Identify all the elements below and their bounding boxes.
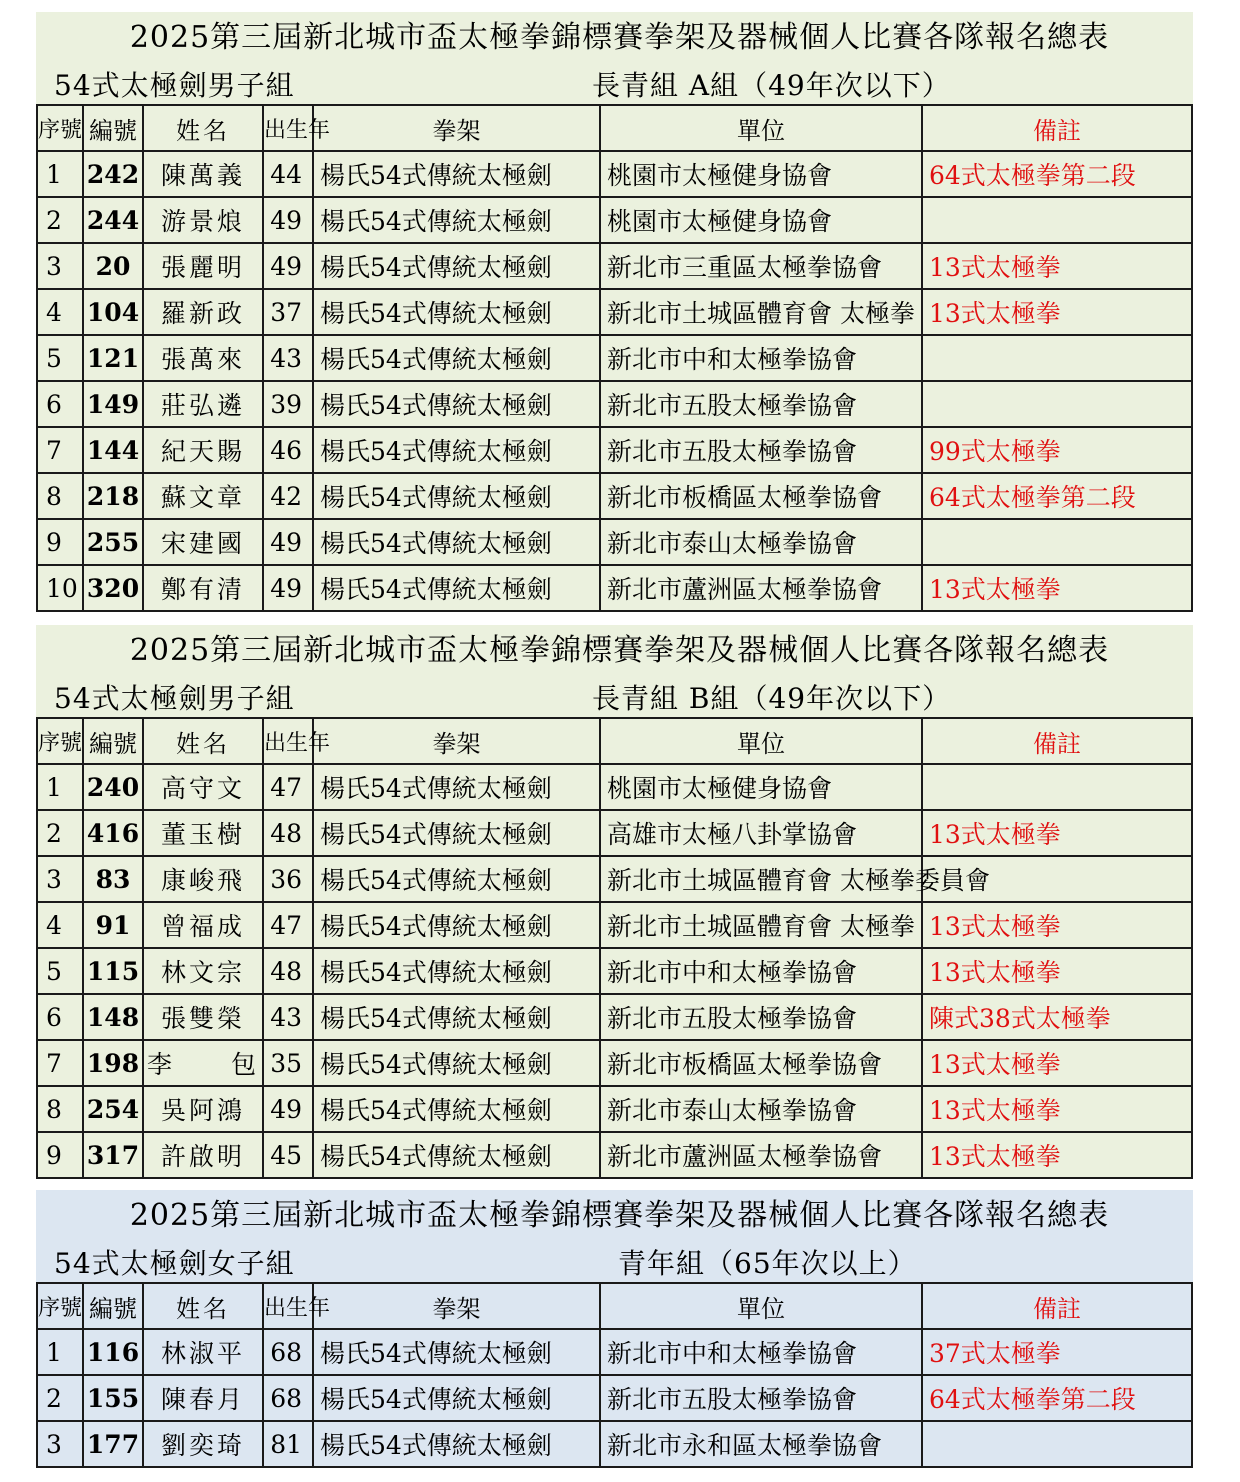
note-cell bbox=[922, 381, 1192, 427]
seq-cell: 3 bbox=[37, 1421, 83, 1467]
number-cell: 198 bbox=[83, 1040, 143, 1086]
name-cell: 莊弘遴 bbox=[143, 381, 263, 427]
seq-cell: 1 bbox=[37, 1329, 83, 1375]
birth-year-cell: 49 bbox=[263, 519, 313, 565]
note-cell: 37式太極拳 bbox=[922, 1329, 1192, 1375]
column-header-unit: 單位 bbox=[600, 105, 922, 151]
seq-cell: 6 bbox=[37, 994, 83, 1040]
column-header-note: 備註 bbox=[922, 1283, 1192, 1329]
unit-cell: 新北市中和太極拳協會 bbox=[600, 335, 922, 381]
number-cell: 240 bbox=[83, 764, 143, 810]
name-cell: 宋建國 bbox=[143, 519, 263, 565]
table-row bbox=[37, 335, 1192, 381]
column-header-note: 備註 bbox=[922, 718, 1192, 764]
column-header-seq: 序號 bbox=[37, 105, 83, 151]
column-header-seq: 序號 bbox=[37, 1283, 83, 1329]
seq-cell: 1 bbox=[37, 151, 83, 197]
number-cell: 255 bbox=[83, 519, 143, 565]
name-cell: 吳阿鴻 bbox=[143, 1086, 263, 1132]
form-cell: 楊氏54式傳統太極劍 bbox=[313, 1421, 600, 1467]
table-row bbox=[37, 764, 1192, 810]
group-label: 青年組（65年次以上） bbox=[618, 1247, 917, 1280]
table-header-row bbox=[37, 718, 1192, 764]
seq-cell: 5 bbox=[37, 948, 83, 994]
section-b bbox=[36, 625, 1193, 1179]
name-cell: 董玉樹 bbox=[143, 810, 263, 856]
name-cell: 林淑平 bbox=[143, 1329, 263, 1375]
birth-year-cell: 43 bbox=[263, 335, 313, 381]
form-cell: 楊氏54式傳統太極劍 bbox=[313, 197, 600, 243]
form-cell: 楊氏54式傳統太極劍 bbox=[313, 427, 600, 473]
category-label: 54式太極劍男子組 bbox=[54, 69, 295, 102]
name-cell: 曾福成 bbox=[143, 902, 263, 948]
table-row bbox=[37, 151, 1192, 197]
seq-cell: 2 bbox=[37, 810, 83, 856]
unit-cell: 新北市中和太極拳協會 bbox=[600, 948, 922, 994]
birth-year-cell: 49 bbox=[263, 243, 313, 289]
note-cell bbox=[922, 519, 1192, 565]
note-cell bbox=[922, 197, 1192, 243]
column-header-form: 拳架 bbox=[313, 718, 600, 764]
name-cell: 張萬來 bbox=[143, 335, 263, 381]
seq-cell: 4 bbox=[37, 902, 83, 948]
name-cell: 張麗明 bbox=[143, 243, 263, 289]
birth-year-cell: 48 bbox=[263, 948, 313, 994]
number-cell: 91 bbox=[83, 902, 143, 948]
birth-year-cell: 42 bbox=[263, 473, 313, 519]
category-label: 54式太極劍男子組 bbox=[54, 682, 295, 715]
table-header-row bbox=[37, 105, 1192, 151]
form-cell: 楊氏54式傳統太極劍 bbox=[313, 1086, 600, 1132]
name-cell: 許啟明 bbox=[143, 1132, 263, 1178]
note-cell: 13式太極拳 bbox=[922, 565, 1192, 611]
form-cell: 楊氏54式傳統太極劍 bbox=[313, 856, 600, 902]
table-row bbox=[37, 1132, 1192, 1178]
birth-year-cell: 35 bbox=[263, 1040, 313, 1086]
number-cell: 242 bbox=[83, 151, 143, 197]
column-header-unit: 單位 bbox=[600, 1283, 922, 1329]
note-cell: 13式太極拳 bbox=[922, 810, 1192, 856]
note-cell: 64式太極拳第二段 bbox=[922, 473, 1192, 519]
table-row bbox=[37, 948, 1192, 994]
unit-cell: 新北市五股太極拳協會 bbox=[600, 1375, 922, 1421]
subtitle-line bbox=[36, 1238, 1193, 1282]
table-row bbox=[37, 565, 1192, 611]
seq-cell: 10 bbox=[37, 565, 83, 611]
unit-cell: 新北市五股太極拳協會 bbox=[600, 381, 922, 427]
note-cell bbox=[922, 1421, 1192, 1467]
form-cell: 楊氏54式傳統太極劍 bbox=[313, 810, 600, 856]
form-cell: 楊氏54式傳統太極劍 bbox=[313, 1375, 600, 1421]
unit-cell: 桃園市太極健身協會 bbox=[600, 151, 922, 197]
unit-cell: 新北市土城區體育會 太極拳 bbox=[600, 902, 922, 948]
seq-cell: 7 bbox=[37, 427, 83, 473]
note-cell: 64式太極拳第二段 bbox=[922, 151, 1192, 197]
birth-year-cell: 37 bbox=[263, 289, 313, 335]
unit-cell: 新北市蘆洲區太極拳協會 bbox=[600, 1132, 922, 1178]
column-header-form: 拳架 bbox=[313, 1283, 600, 1329]
table-row bbox=[37, 427, 1192, 473]
unit-cell: 新北市五股太極拳協會 bbox=[600, 427, 922, 473]
seq-cell: 8 bbox=[37, 1086, 83, 1132]
sheet-title: 2025第三屆新北城市盃太極拳錦標賽拳架及器械個人比賽各隊報名總表 bbox=[129, 20, 1110, 55]
note-cell: 13式太極拳 bbox=[922, 902, 1192, 948]
table-row bbox=[37, 1421, 1192, 1467]
seq-cell: 5 bbox=[37, 335, 83, 381]
number-cell: 155 bbox=[83, 1375, 143, 1421]
table-row bbox=[37, 856, 1192, 902]
column-header-note: 備註 bbox=[922, 105, 1192, 151]
number-cell: 320 bbox=[83, 565, 143, 611]
sheet-title: 2025第三屆新北城市盃太極拳錦標賽拳架及器械個人比賽各隊報名總表 bbox=[129, 633, 1110, 668]
form-cell: 楊氏54式傳統太極劍 bbox=[313, 243, 600, 289]
column-header-num: 編號 bbox=[83, 105, 143, 151]
birth-year-cell: 47 bbox=[263, 764, 313, 810]
number-cell: 116 bbox=[83, 1329, 143, 1375]
birth-year-cell: 46 bbox=[263, 427, 313, 473]
birth-year-cell: 49 bbox=[263, 1086, 313, 1132]
birth-year-cell: 47 bbox=[263, 902, 313, 948]
note-cell: 13式太極拳 bbox=[922, 1132, 1192, 1178]
note-cell: 13式太極拳 bbox=[922, 1040, 1192, 1086]
seq-cell: 2 bbox=[37, 197, 83, 243]
name-cell: 李 包 bbox=[143, 1040, 263, 1086]
table-row bbox=[37, 197, 1192, 243]
form-cell: 楊氏54式傳統太極劍 bbox=[313, 902, 600, 948]
name-cell: 蘇文章 bbox=[143, 473, 263, 519]
form-cell: 楊氏54式傳統太極劍 bbox=[313, 948, 600, 994]
seq-cell: 9 bbox=[37, 1132, 83, 1178]
name-cell: 陳春月 bbox=[143, 1375, 263, 1421]
number-cell: 244 bbox=[83, 197, 143, 243]
birth-year-cell: 36 bbox=[263, 856, 313, 902]
name-cell: 紀天賜 bbox=[143, 427, 263, 473]
seq-cell: 3 bbox=[37, 856, 83, 902]
unit-cell: 新北市中和太極拳協會 bbox=[600, 1329, 922, 1375]
table-row bbox=[37, 289, 1192, 335]
form-cell: 楊氏54式傳統太極劍 bbox=[313, 381, 600, 427]
name-cell: 劉奕琦 bbox=[143, 1421, 263, 1467]
number-cell: 416 bbox=[83, 810, 143, 856]
column-header-num: 編號 bbox=[83, 718, 143, 764]
entry-table bbox=[36, 717, 1193, 1179]
number-cell: 144 bbox=[83, 427, 143, 473]
form-cell: 楊氏54式傳統太極劍 bbox=[313, 1132, 600, 1178]
section-a bbox=[36, 12, 1193, 612]
column-header-name: 姓名 bbox=[143, 718, 263, 764]
note-cell bbox=[922, 764, 1192, 810]
name-cell: 林文宗 bbox=[143, 948, 263, 994]
unit-cell: 新北市土城區體育會 太極拳 bbox=[600, 289, 922, 335]
number-cell: 148 bbox=[83, 994, 143, 1040]
subtitle-line bbox=[36, 673, 1193, 717]
number-cell: 218 bbox=[83, 473, 143, 519]
name-cell: 羅新政 bbox=[143, 289, 263, 335]
unit-cell: 新北市板橋區太極拳協會 bbox=[600, 473, 922, 519]
unit-cell: 新北市泰山太極拳協會 bbox=[600, 1086, 922, 1132]
name-cell: 鄭有清 bbox=[143, 565, 263, 611]
name-cell: 張雙榮 bbox=[143, 994, 263, 1040]
birth-year-cell: 49 bbox=[263, 197, 313, 243]
section-women bbox=[36, 1190, 1193, 1468]
seq-cell: 3 bbox=[37, 243, 83, 289]
unit-cell: 新北市板橋區太極拳協會 bbox=[600, 1040, 922, 1086]
number-cell: 149 bbox=[83, 381, 143, 427]
note-cell: 99式太極拳 bbox=[922, 427, 1192, 473]
form-cell: 楊氏54式傳統太極劍 bbox=[313, 1040, 600, 1086]
number-cell: 20 bbox=[83, 243, 143, 289]
column-header-seq: 序號 bbox=[37, 718, 83, 764]
table-row bbox=[37, 810, 1192, 856]
number-cell: 83 bbox=[83, 856, 143, 902]
entry-table bbox=[36, 104, 1193, 612]
section-header bbox=[36, 625, 1193, 717]
subtitle-line bbox=[36, 60, 1193, 104]
seq-cell: 2 bbox=[37, 1375, 83, 1421]
unit-cell: 新北市三重區太極拳協會 bbox=[600, 243, 922, 289]
seq-cell: 7 bbox=[37, 1040, 83, 1086]
note-cell bbox=[922, 335, 1192, 381]
seq-cell: 1 bbox=[37, 764, 83, 810]
column-header-unit: 單位 bbox=[600, 718, 922, 764]
birth-year-cell: 48 bbox=[263, 810, 313, 856]
column-header-birth: 出生年 bbox=[263, 105, 313, 151]
birth-year-cell: 43 bbox=[263, 994, 313, 1040]
seq-cell: 6 bbox=[37, 381, 83, 427]
form-cell: 楊氏54式傳統太極劍 bbox=[313, 764, 600, 810]
birth-year-cell: 45 bbox=[263, 1132, 313, 1178]
number-cell: 317 bbox=[83, 1132, 143, 1178]
table-header-row bbox=[37, 1283, 1192, 1329]
unit-cell: 新北市土城區體育會 太極拳委員會 bbox=[600, 856, 922, 902]
unit-cell: 桃園市太極健身協會 bbox=[600, 764, 922, 810]
unit-cell: 新北市永和區太極拳協會 bbox=[600, 1421, 922, 1467]
group-label: 長青組 A組（49年次以下） bbox=[592, 69, 951, 102]
column-header-name: 姓名 bbox=[143, 1283, 263, 1329]
note-cell: 13式太極拳 bbox=[922, 243, 1192, 289]
table-row bbox=[37, 519, 1192, 565]
name-cell: 陳萬義 bbox=[143, 151, 263, 197]
birth-year-cell: 68 bbox=[263, 1329, 313, 1375]
unit-cell: 新北市五股太極拳協會 bbox=[600, 994, 922, 1040]
number-cell: 254 bbox=[83, 1086, 143, 1132]
form-cell: 楊氏54式傳統太極劍 bbox=[313, 335, 600, 381]
category-label: 54式太極劍女子組 bbox=[54, 1247, 295, 1280]
form-cell: 楊氏54式傳統太極劍 bbox=[313, 473, 600, 519]
note-cell: 13式太極拳 bbox=[922, 289, 1192, 335]
group-label: 長青組 B組（49年次以下） bbox=[592, 682, 952, 715]
table-row bbox=[37, 243, 1192, 289]
form-cell: 楊氏54式傳統太極劍 bbox=[313, 565, 600, 611]
unit-cell: 新北市泰山太極拳協會 bbox=[600, 519, 922, 565]
sheet-title: 2025第三屆新北城市盃太極拳錦標賽拳架及器械個人比賽各隊報名總表 bbox=[129, 1198, 1110, 1233]
number-cell: 115 bbox=[83, 948, 143, 994]
name-cell: 康峻飛 bbox=[143, 856, 263, 902]
name-cell: 高守文 bbox=[143, 764, 263, 810]
form-cell: 楊氏54式傳統太極劍 bbox=[313, 289, 600, 335]
number-cell: 121 bbox=[83, 335, 143, 381]
column-header-birth: 出生年 bbox=[263, 718, 313, 764]
birth-year-cell: 68 bbox=[263, 1375, 313, 1421]
note-cell: 13式太極拳 bbox=[922, 948, 1192, 994]
name-cell: 游景烺 bbox=[143, 197, 263, 243]
section-header bbox=[36, 12, 1193, 104]
table-row bbox=[37, 1329, 1192, 1375]
form-cell: 楊氏54式傳統太極劍 bbox=[313, 519, 600, 565]
form-cell: 楊氏54式傳統太極劍 bbox=[313, 994, 600, 1040]
column-header-num: 編號 bbox=[83, 1283, 143, 1329]
column-header-birth: 出生年 bbox=[263, 1283, 313, 1329]
birth-year-cell: 81 bbox=[263, 1421, 313, 1467]
note-cell: 陳式38式太極拳 bbox=[922, 994, 1192, 1040]
entry-table bbox=[36, 1282, 1193, 1468]
table-row bbox=[37, 1040, 1192, 1086]
unit-cell: 桃園市太極健身協會 bbox=[600, 197, 922, 243]
section-header bbox=[36, 1190, 1193, 1282]
column-header-form: 拳架 bbox=[313, 105, 600, 151]
unit-cell: 高雄市太極八卦掌協會 bbox=[600, 810, 922, 856]
number-cell: 177 bbox=[83, 1421, 143, 1467]
table-row bbox=[37, 994, 1192, 1040]
seq-cell: 4 bbox=[37, 289, 83, 335]
form-cell: 楊氏54式傳統太極劍 bbox=[313, 151, 600, 197]
table-row bbox=[37, 1375, 1192, 1421]
birth-year-cell: 39 bbox=[263, 381, 313, 427]
form-cell: 楊氏54式傳統太極劍 bbox=[313, 1329, 600, 1375]
birth-year-cell: 44 bbox=[263, 151, 313, 197]
column-header-name: 姓名 bbox=[143, 105, 263, 151]
birth-year-cell: 49 bbox=[263, 565, 313, 611]
note-cell: 64式太極拳第二段 bbox=[922, 1375, 1192, 1421]
table-row bbox=[37, 381, 1192, 427]
seq-cell: 9 bbox=[37, 519, 83, 565]
unit-cell: 新北市蘆洲區太極拳協會 bbox=[600, 565, 922, 611]
table-row bbox=[37, 473, 1192, 519]
table-row bbox=[37, 902, 1192, 948]
number-cell: 104 bbox=[83, 289, 143, 335]
note-cell: 13式太極拳 bbox=[922, 1086, 1192, 1132]
seq-cell: 8 bbox=[37, 473, 83, 519]
table-row bbox=[37, 1086, 1192, 1132]
